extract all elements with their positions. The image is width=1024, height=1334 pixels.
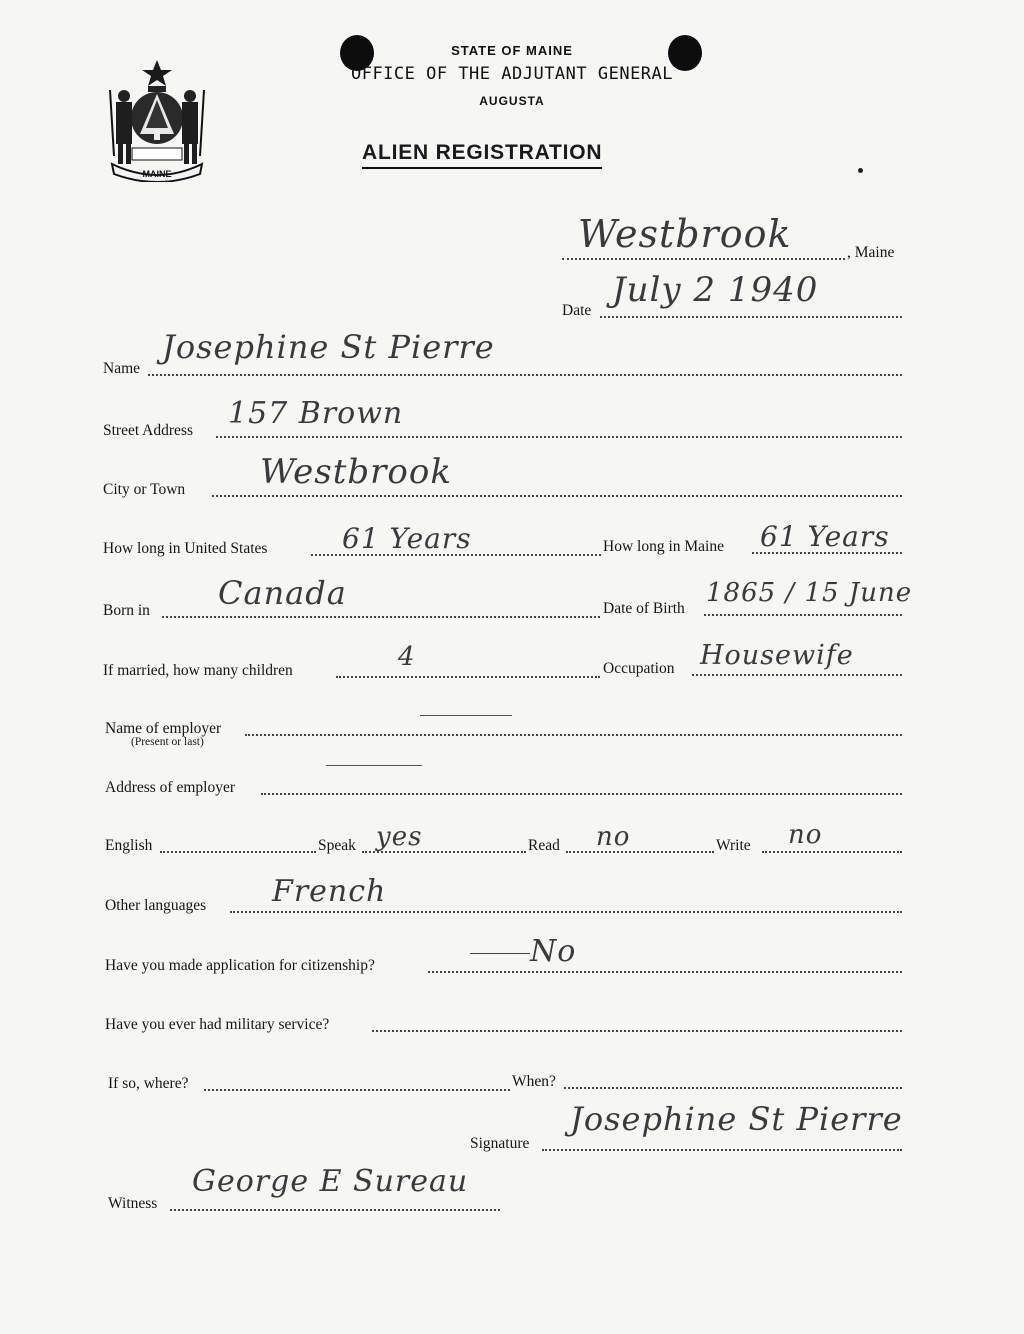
witness-value: George E Sureau [192, 1164, 469, 1199]
speak-label: Speak [318, 837, 356, 854]
born-in-label: Born in [103, 602, 150, 619]
town-value: Westbrook [578, 212, 792, 256]
occupation-label: Occupation [603, 660, 675, 677]
city-value: Westbrook [260, 452, 452, 492]
born-in-value: Canada [218, 574, 347, 612]
read-value: no [596, 822, 631, 852]
english-label: English [105, 837, 153, 854]
signature-value: Josephine St Pierre [570, 1100, 903, 1138]
employer-label: Name of employer [105, 720, 222, 737]
header-city: AUGUSTA [479, 94, 545, 108]
header-office: OFFICE OF THE ADJUTANT GENERAL [350, 64, 674, 84]
employer-address-dash-mark [326, 765, 422, 766]
how-long-us-label: How long in United States [103, 540, 268, 557]
when-label: When? [512, 1073, 556, 1090]
name-value: Josephine St Pierre [162, 328, 495, 366]
read-label: Read [528, 837, 560, 854]
street-value: 157 Brown [228, 396, 404, 431]
date-label: Date [562, 302, 592, 319]
name-label: Name [103, 360, 141, 377]
dob-value: 1865 / 15 June [706, 578, 913, 608]
dob-label: Date of Birth [603, 600, 685, 617]
other-languages-label: Other languages [105, 897, 207, 914]
header-state: STATE OF MAINE [451, 43, 573, 58]
signature-label: Signature [470, 1135, 530, 1152]
occupation-value: Housewife [700, 640, 854, 671]
employer-dash-mark [420, 715, 512, 716]
svg-text:MAINE: MAINE [142, 169, 172, 179]
witness-label: Witness [108, 1195, 158, 1212]
citizenship-value: No [530, 934, 577, 969]
ink-speck [858, 168, 863, 173]
other-languages-value: French [272, 874, 387, 909]
street-label: Street Address [103, 422, 193, 439]
speak-value: yes [376, 822, 423, 852]
date-value: July 2 1940 [612, 270, 819, 310]
children-value: 4 [398, 642, 416, 672]
employer-address-label: Address of employer [105, 779, 235, 796]
citizenship-dash-mark [470, 953, 530, 954]
form-title: ALIEN REGISTRATION [362, 141, 602, 169]
citizenship-label: Have you made application for citizenship? [105, 957, 375, 974]
write-label: Write [716, 837, 751, 854]
employer-note: (Present or last) [131, 736, 204, 748]
how-long-maine-label: How long in Maine [603, 538, 724, 555]
military-label: Have you ever had military service? [105, 1016, 330, 1033]
how-long-us-value: 61 Years [342, 522, 472, 555]
children-label: If married, how many children [103, 662, 293, 679]
city-label: City or Town [103, 481, 186, 498]
where-label: If so, where? [108, 1075, 189, 1092]
maine-label: , Maine [847, 244, 895, 261]
write-value: no [788, 820, 823, 850]
how-long-maine-value: 61 Years [760, 520, 890, 553]
